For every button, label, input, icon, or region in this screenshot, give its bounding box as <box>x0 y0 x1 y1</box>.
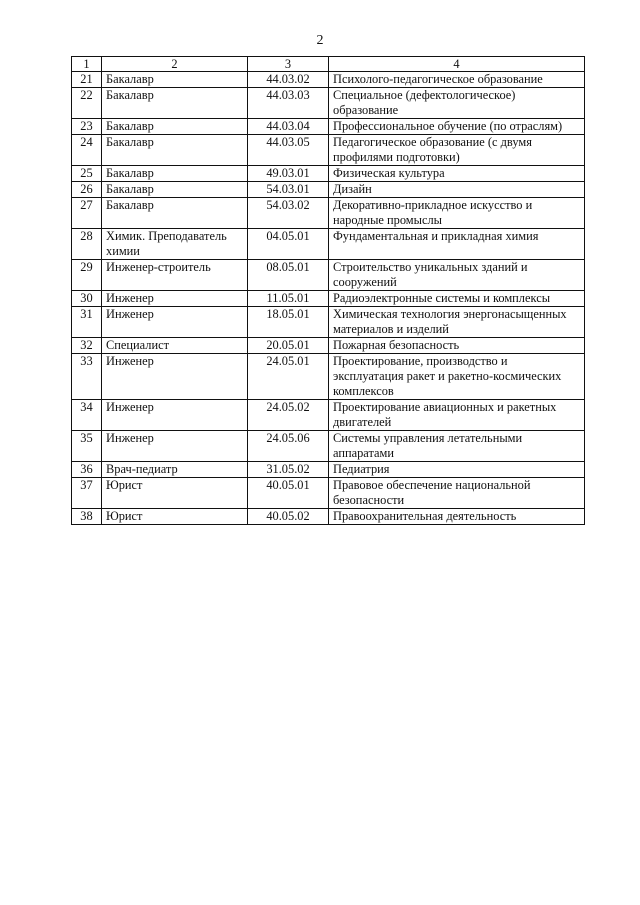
specialty-code-cell: 44.03.03 <box>248 88 329 119</box>
table-row <box>72 198 585 229</box>
table-row <box>72 166 585 182</box>
qualification-cell: Бакалавр <box>102 72 248 88</box>
specialty-code-cell: 20.05.01 <box>248 338 329 354</box>
row-number-cell: 26 <box>72 182 102 198</box>
table-row <box>72 135 585 166</box>
page-number: 2 <box>316 33 324 48</box>
table-row <box>72 182 585 198</box>
specialty-name-cell: Пожарная безопасность <box>329 338 585 354</box>
row-number-cell: 24 <box>72 135 102 166</box>
row-number-cell: 30 <box>72 291 102 307</box>
qualification-cell: Бакалавр <box>102 119 248 135</box>
qualification-cell: Юрист <box>102 478 248 509</box>
qualification-cell: Инженер <box>102 307 248 338</box>
specialty-name-cell: Проектирование авиационных и ракетных двигателей <box>329 400 585 431</box>
table-row <box>72 119 585 135</box>
table-row <box>72 291 585 307</box>
table-row <box>72 354 585 400</box>
row-number-cell: 32 <box>72 338 102 354</box>
specialty-name-cell: Профессиональное обучение (по отраслям) <box>329 119 585 135</box>
qualification-cell: Инженер <box>102 400 248 431</box>
table-row <box>72 478 585 509</box>
row-number-cell: 38 <box>72 509 102 525</box>
table-row <box>72 338 585 354</box>
specialty-name-cell: Дизайн <box>329 182 585 198</box>
row-number-cell: 23 <box>72 119 102 135</box>
specialty-code-cell: 04.05.01 <box>248 229 329 260</box>
specialty-name-cell: Проектирование, производство и эксплуатация ракет и ракетно-космических комплексов <box>329 354 585 400</box>
specialties-table <box>71 56 585 525</box>
qualification-cell: Специалист <box>102 338 248 354</box>
specialty-code-cell: 31.05.02 <box>248 462 329 478</box>
table-header-row <box>72 57 585 72</box>
table-body <box>72 72 585 525</box>
row-number-cell: 37 <box>72 478 102 509</box>
table-row <box>72 462 585 478</box>
specialty-name-cell: Строительство уникальных зданий и сооружений <box>329 260 585 291</box>
table-row <box>72 260 585 291</box>
specialty-name-cell: Радиоэлектронные системы и комплексы <box>329 291 585 307</box>
specialty-name-cell: Педиатрия <box>329 462 585 478</box>
specialty-code-cell: 40.05.01 <box>248 478 329 509</box>
table-row <box>72 72 585 88</box>
qualification-cell: Инженер <box>102 291 248 307</box>
column-header-4: 4 <box>329 57 585 72</box>
specialty-code-cell: 18.05.01 <box>248 307 329 338</box>
specialty-name-cell: Педагогическое образование (с двумя профилями подготовки) <box>329 135 585 166</box>
row-number-cell: 34 <box>72 400 102 431</box>
qualification-cell: Бакалавр <box>102 88 248 119</box>
qualification-cell: Врач-педиатр <box>102 462 248 478</box>
specialty-code-cell: 44.03.05 <box>248 135 329 166</box>
specialty-code-cell: 40.05.02 <box>248 509 329 525</box>
row-number-cell: 27 <box>72 198 102 229</box>
specialty-code-cell: 44.03.04 <box>248 119 329 135</box>
specialty-name-cell: Правовое обеспечение национальной безопасности <box>329 478 585 509</box>
table-row <box>72 229 585 260</box>
specialty-code-cell: 54.03.01 <box>248 182 329 198</box>
specialty-code-cell: 24.05.01 <box>248 354 329 400</box>
qualification-cell: Бакалавр <box>102 135 248 166</box>
row-number-cell: 22 <box>72 88 102 119</box>
specialty-code-cell: 08.05.01 <box>248 260 329 291</box>
specialty-name-cell: Фундаментальная и прикладная химия <box>329 229 585 260</box>
row-number-cell: 33 <box>72 354 102 400</box>
row-number-cell: 21 <box>72 72 102 88</box>
column-header-2: 2 <box>102 57 248 72</box>
specialty-code-cell: 44.03.02 <box>248 72 329 88</box>
specialty-code-cell: 24.05.06 <box>248 431 329 462</box>
specialty-code-cell: 49.03.01 <box>248 166 329 182</box>
specialty-name-cell: Физическая культура <box>329 166 585 182</box>
column-header-3: 3 <box>248 57 329 72</box>
qualification-cell: Бакалавр <box>102 166 248 182</box>
row-number-cell: 36 <box>72 462 102 478</box>
row-number-cell: 28 <box>72 229 102 260</box>
qualification-cell: Юрист <box>102 509 248 525</box>
row-number-cell: 35 <box>72 431 102 462</box>
specialty-code-cell: 24.05.02 <box>248 400 329 431</box>
qualification-cell: Химик. Преподаватель химии <box>102 229 248 260</box>
table-row <box>72 431 585 462</box>
table-row <box>72 400 585 431</box>
column-header-1: 1 <box>72 57 102 72</box>
table-row <box>72 307 585 338</box>
specialty-name-cell: Химическая технология энергонасыщенных материалов и изделий <box>329 307 585 338</box>
table-row <box>72 88 585 119</box>
row-number-cell: 31 <box>72 307 102 338</box>
specialty-code-cell: 11.05.01 <box>248 291 329 307</box>
specialty-name-cell: Системы управления летательными аппаратами <box>329 431 585 462</box>
specialty-code-cell: 54.03.02 <box>248 198 329 229</box>
qualification-cell: Инженер <box>102 354 248 400</box>
qualification-cell: Инженер-строитель <box>102 260 248 291</box>
row-number-cell: 29 <box>72 260 102 291</box>
qualification-cell: Инженер <box>102 431 248 462</box>
row-number-cell: 25 <box>72 166 102 182</box>
specialty-name-cell: Правоохранительная деятельность <box>329 509 585 525</box>
qualification-cell: Бакалавр <box>102 182 248 198</box>
specialty-name-cell: Специальное (дефектологическое) образование <box>329 88 585 119</box>
specialty-name-cell: Психолого-педагогическое образование <box>329 72 585 88</box>
specialty-name-cell: Декоративно-прикладное искусство и народные промыслы <box>329 198 585 229</box>
table-row <box>72 509 585 525</box>
qualification-cell: Бакалавр <box>102 198 248 229</box>
